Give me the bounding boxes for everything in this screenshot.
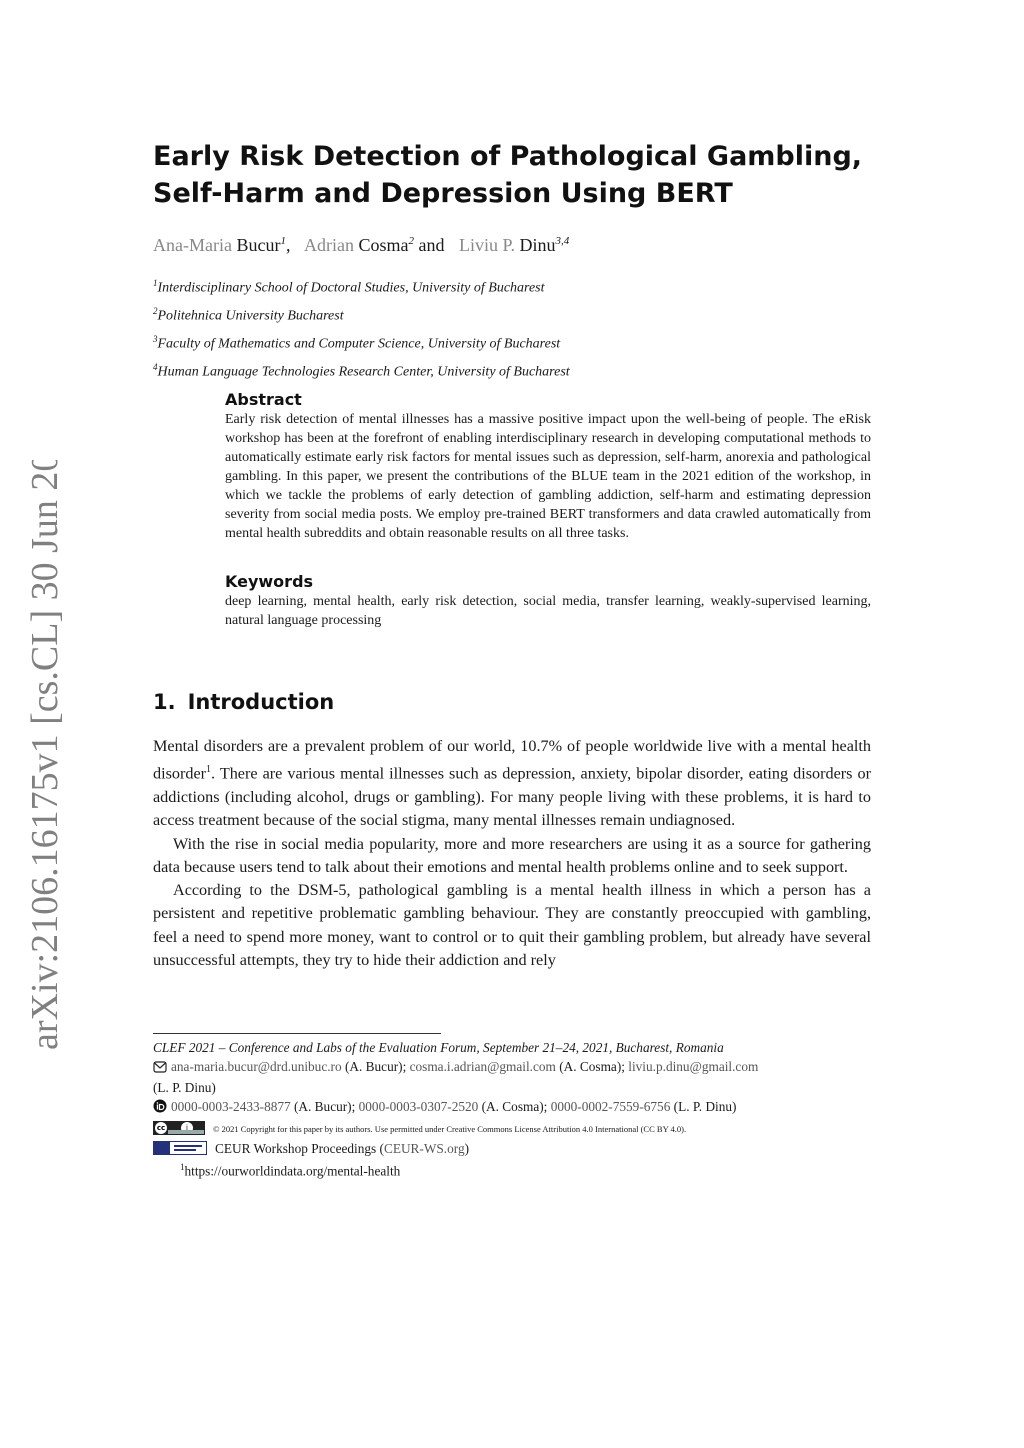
- author-1-affil-ref: 1: [280, 235, 286, 247]
- email-link-dinu[interactable]: liviu.p.dinu@gmail.com: [628, 1059, 759, 1074]
- footnote-1-url[interactable]: https://ourworldindata.org/mental-health: [184, 1163, 401, 1179]
- paper-title: [153, 138, 873, 212]
- title-line-1: Early Risk Detection of Pathological Gambling,: [153, 141, 863, 172]
- intro-p1-part-a: Mental disorders are a prevalent problem of our world, 10.7% of people worldwide live with a mental health disorder: [153, 737, 871, 783]
- affiliation-1: [153, 272, 570, 300]
- author-2: [304, 235, 459, 255]
- email-link-bucur[interactable]: ana-maria.bucur@drd.unibuc.ro: [171, 1059, 342, 1074]
- affiliation-3: [153, 328, 570, 356]
- orcid-3-owner: (L. P. Dinu): [670, 1099, 737, 1114]
- author-2-affil-ref: 2: [408, 235, 414, 247]
- author-3-last-name: Dinu: [519, 235, 556, 255]
- introduction-body: [153, 735, 871, 972]
- abstract-section: [225, 390, 871, 543]
- footnote-1: [153, 1158, 871, 1180]
- footnote-1-marker: 1: [180, 1162, 185, 1172]
- affiliation-4-text: Human Language Technologies Research Center, University of Bucharest: [157, 365, 570, 381]
- cc-badge-right: i: [181, 1122, 193, 1134]
- orcid-icon: [153, 1099, 167, 1118]
- license-line: [153, 1118, 871, 1139]
- author-2-sep: and: [418, 235, 445, 255]
- intro-paragraph-3: According to the DSM-5, pathological gambling is a mental health illness in which a person has a persistent and repetitive problematic gambling behaviour. They are constantly preoccupied with gambling, feel a need to spend more money, want to control or to quit their gambling problem, but already have several unsuccessful attempts, they try to hide their addiction and rely: [153, 881, 871, 970]
- affiliation-4: [153, 356, 570, 384]
- orcid-2-owner: (A. Cosma);: [478, 1099, 551, 1114]
- author-3: [459, 235, 569, 255]
- affiliation-2-num: 2: [153, 306, 158, 317]
- section-number: 1.: [153, 690, 176, 714]
- intro-paragraph-1: [153, 735, 871, 833]
- affiliation-1-text: Interdisciplinary School of Doctoral Studies, University of Bucharest: [157, 280, 545, 296]
- section-title: Introduction: [187, 690, 335, 714]
- author-1: [153, 235, 304, 255]
- orcid-1-owner: (A. Bucur);: [290, 1099, 359, 1114]
- author-list: [153, 229, 569, 257]
- cc-by-badge-icon: [153, 1121, 205, 1135]
- ceur-link[interactable]: CEUR-WS.org: [383, 1141, 465, 1156]
- conference-note: CLEF 2021 – Conference and Labs of the Evaluation Forum, September 21–24, 2021, Bucharest, Romania: [153, 1040, 724, 1055]
- affiliation-list: [153, 272, 570, 385]
- introduction-heading: [153, 688, 334, 716]
- email-line-cont: (L. P. Dinu): [153, 1080, 216, 1095]
- author-2-first-name: Adrian: [303, 235, 354, 255]
- arxiv-watermark: [24, 460, 64, 1060]
- orcid-line: [153, 1097, 871, 1118]
- affiliation-2: [153, 300, 570, 328]
- affiliation-3-text: Faculty of Mathematics and Computer Science, University of Bucharest: [157, 336, 561, 352]
- affiliation-1-num: 1: [153, 278, 158, 288]
- cc-badge-left: cc: [156, 1124, 166, 1132]
- orcid-link-dinu[interactable]: 0000-0002-7559-6756: [550, 1099, 671, 1114]
- ceur-line: [153, 1139, 871, 1158]
- email-line: [153, 1057, 871, 1078]
- ceur-text: CEUR Workshop Proceedings (: [215, 1141, 384, 1156]
- keywords-section: [225, 572, 871, 630]
- author-1-sep: ,: [285, 235, 291, 255]
- ceur-close: ): [464, 1141, 470, 1156]
- footnote-ref-1[interactable]: 1: [206, 764, 212, 776]
- affiliation-4-num: 4: [153, 362, 158, 373]
- author-1-first-name: Ana-Maria: [153, 235, 232, 255]
- email-1-owner: (A. Bucur);: [341, 1059, 410, 1074]
- email-link-cosma[interactable]: cosma.i.adrian@gmail.com: [409, 1059, 556, 1074]
- orcid-link-cosma[interactable]: 0000-0003-0307-2520: [358, 1099, 479, 1114]
- footnote-divider: [153, 1033, 441, 1034]
- author-3-first-name: Liviu P.: [458, 235, 515, 255]
- affiliation-2-text: Politehnica University Bucharest: [157, 308, 344, 324]
- abstract-text: Early risk detection of mental illnesses has a massive positive impact upon the well-being of people. The eRisk workshop has been at the forefront of enabling interdisciplinary research in developing computational methods to automatically estimate early risk factors for mental issues such as depression, self-harm, anorexia and pathological gambling. In this paper, we present the contributions of the BLUE team in the 2021 edition of the workshop, in which we tackle the problems of early detection of gambling addiction, self-harm and estimating depression severity from social media posts. We employ pre-trained BERT transformers and data crawled automatically from mental health subreddits and obtain reasonable results on all three tasks.: [225, 412, 871, 541]
- abstract-heading: Abstract: [225, 390, 302, 409]
- author-1-last-name: Bucur: [236, 235, 281, 255]
- affiliation-3-num: 3: [153, 334, 158, 345]
- license-text: © 2021 Copyright for this paper by its authors. Use permitted under Creative Commons License Attribution 4.0 International (CC BY 4.0).: [213, 1124, 687, 1134]
- title-line-2: Self-Harm and Depression Using BERT: [153, 178, 733, 209]
- footnotes: [153, 1038, 871, 1180]
- author-2-last-name: Cosma: [358, 235, 409, 255]
- keywords-text: deep learning, mental health, early risk detection, social media, transfer learning, weakly-supervised learning, natural language processing: [225, 594, 871, 628]
- arxiv-watermark-text: arXiv:2106.16175v1 [cs.CL] 30 Jun 2021: [24, 460, 64, 1050]
- intro-p1-part-b: . There are various mental illnesses such as depression, anxiety, bipolar disorder, eating disorders or addictions (including alcohol, drugs or gambling). For many people living with these problems, it is hard to access treatment because of the social stigma, many mental illnesses remain undiagnosed.: [153, 764, 871, 830]
- orcid-link-bucur[interactable]: 0000-0003-2433-8877: [171, 1099, 291, 1114]
- envelope-icon: [153, 1059, 167, 1078]
- keywords-heading: Keywords: [225, 572, 314, 591]
- email-2-owner: (A. Cosma);: [555, 1059, 629, 1074]
- intro-paragraph-2: With the rise in social media popularity, more and more researchers are using it as a source for gathering data because users tend to talk about their emotions and mental health problems online and to seek support.: [153, 834, 871, 876]
- ceur-logo-icon: [153, 1141, 207, 1155]
- author-3-affil-ref: 3,4: [555, 235, 570, 247]
